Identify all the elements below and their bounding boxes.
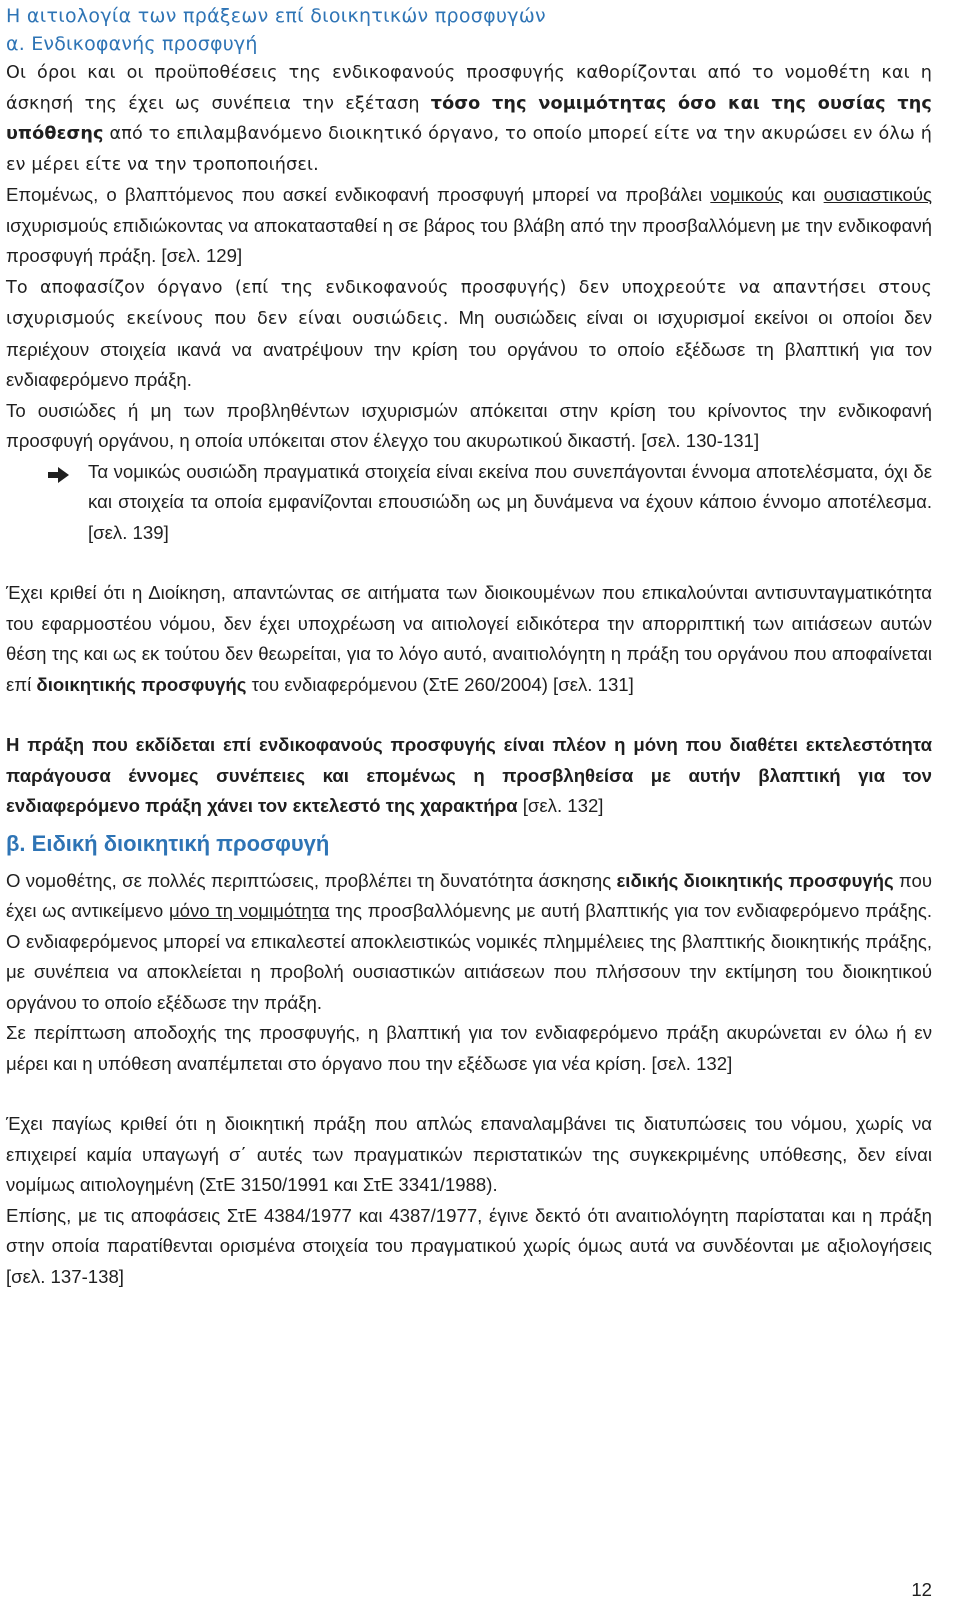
bold-run: Η πράξη που εκδίδεται επί ενδικοφανούς προσφυγής είναι πλέον η μόνη που διαθέτει εκτελεστότητα παράγουσα έννομες συνέπειες και επομένως η προσβληθείσα με αυτήν βλαπτική για τον ενδιαφερόμενο πράξη χάνει τον εκτελεστό της χαρακτήρα (6, 734, 932, 816)
section-b-paragraph-4: Επίσης, με τις αποφάσεις ΣτΕ 4384/1977 και 4387/1977, έγινε δεκτό ότι αναιτιολόγητη παρίσταται και η πράξη στην οποία παρατίθενται ορισμένα στοιχεία του πραγματικού χωρίς όμως αυτά να συνδέονται με αξιολογήσεις [σελ. 137-138] (6, 1204, 932, 1287)
bold-run: διοικητικής προσφυγής (36, 673, 247, 695)
page-title: Η αιτιολογία των πράξεων επί διοικητικών προσφυγών (6, 5, 546, 27)
text-run: που έχει ως αντικείμενο (6, 869, 932, 921)
text-run: Έχει κριθεί ότι η Διοίκηση, απαντώντας σε αιτήματα των διοικουμένων που επικαλούνται αντισυνταγματικότητα του εφαρμοστέου νόμου, δεν έχει υποχρέωση να αιτιολογεί ειδικότερα την απορριπτική των αιτιάσεων αυτών θέση της και ως εκ τούτου δεν θεωρείται, για το λόγο αυτό, αναιτιολόγητη η πράξη του οργάνου που αποφαίνεται επί (6, 582, 932, 695)
section-a-paragraph-5 (6, 578, 932, 700)
underlined-run: μόνο τη νομιμότητα (168, 900, 330, 921)
text-run: Οι όροι και οι προϋποθέσεις της ενδικοφανούς προσφυγής καθορίζονται από το νομοθέτη και η άσκησή της έχει ως συνέπεια την εξέταση (6, 63, 932, 114)
section-a-paragraph-3 (6, 272, 932, 396)
arrow-right-icon (48, 457, 88, 494)
spacer (6, 822, 932, 830)
text-run: από το επιλαμβανόμενο διοικητικό όργανο, το οποίο μπορεί είτε να την ακυρώσει εν όλω ή εν μέρει είτε να την τροποποιήσει. (6, 124, 932, 175)
spacer (6, 858, 932, 866)
section-a-paragraph-6 (6, 730, 932, 822)
page-number: 12 (911, 1579, 932, 1600)
bold-run: τόσο της νομιμότητας όσο και της ουσίας της υπόθεσης (6, 93, 932, 144)
arrow-list-item (6, 457, 932, 549)
spacer (6, 548, 932, 578)
section-b-paragraph-2: Σε περίπτωση αποδοχής της προσφυγής, η βλαπτική για τον ενδιαφερόμενο πράξη ακυρώνεται εν όλω ή εν μέρει και η υπόθεση αναπέμπεται στο όργανο που την εξέδωσε για νέα κρίση. [σελ. 132] (6, 1022, 932, 1074)
section-b-paragraph-3: Έχει παγίως κριθεί ότι η διοικητική πράξη που απλώς επαναλαμβάνει τις διατυπώσεις του νόμου, χωρίς να επιχειρεί καμία υπαγωγή σ΄ αυτές των πραγματικών περιστατικών της συγκεκριμένης υπόθεσης, δεν είναι νομίμως αιτιολογημένη (ΣτΕ 3150/1991 και ΣτΕ 3341/1988). (6, 1113, 932, 1195)
section-a-heading: α. Ενδικοφανής προσφυγή (6, 33, 258, 55)
text-run: Ο νομοθέτης, σε πολλές περιπτώσεις, προβλέπει τη δυνατότητα άσκησης (6, 869, 617, 891)
section-b-heading: β. Ειδική διοικητική προσφυγή (6, 830, 330, 856)
section-a-paragraph-1 (6, 58, 932, 180)
underlined-run: νομικούς (710, 184, 784, 205)
text-run: Επομένως, ο βλαπτόμενος που ασκεί ενδικοφανή προσφυγή μπορεί να προβάλει (6, 184, 711, 205)
text-run: Μη ουσιώδεις είναι οι ισχυρισμοί εκείνοι οι οποίοι δεν περιέχουν στοιχεία ικανά να ανατρέψουν την κρίση του οργάνου το οποίο εξέδωσε τη βλαπτική για τον ενδιαφερόμενο πράξη. (6, 307, 932, 390)
text-run: και (783, 184, 824, 205)
bold-run: ειδικής διοικητικής προσφυγής (616, 869, 894, 891)
section-a-paragraph-4: Το ουσιώδες ή μη των προβληθέντων ισχυρισμών απόκειται στην κρίση του κρίνοντος την ενδικοφανή προσφυγή οργάνου, η οποία υπόκειται στον έλεγχο του ακυρωτικού δικαστή. [σελ. 130-131] (6, 399, 932, 451)
text-run: [σελ. 132] (517, 795, 604, 816)
spacer (6, 700, 932, 730)
spacer (6, 1079, 932, 1109)
text-run: ισχυρισμούς επιδιώκοντας να αποκατασταθεί η σε βάρος του βλάβη από την προσβαλλόμενη με την ενδικοφανή προσφυγή πράξη. [σελ. 129] (6, 214, 932, 266)
text-run: Το αποφασίζον όργανο (επί της ενδικοφανούς προσφυγής) δεν υποχρεούτε να απαντήσει στους ισχυρισμούς εκείνους που δεν είναι ουσιώδεις. (6, 277, 932, 329)
arrow-item-text: Τα νομικώς ουσιώδη πραγματικά στοιχεία είναι εκείνα που συνεπάγονται έννομα αποτελέσματα, όχι δε και στοιχεία τα οποία εμφανίζονται επουσιώδη ως μη δυνάμενα να έχουν κάποιο έννομο αποτέλεσμα. [σελ. 139] (88, 460, 932, 543)
text-run: του ενδιαφερόμενου (ΣτΕ 260/2004) [σελ. 131] (246, 673, 634, 695)
section-b-paragraph-1 (6, 866, 932, 1019)
underlined-run: ουσιαστικούς (823, 184, 932, 205)
text-run: της προσβαλλόμενης με αυτή βλαπτικής για τον ενδιαφερόμενο πράξης. Ο ενδιαφερόμενος μπορεί να επικαλεστεί αποκλειστικώς νομικές πλημμέλειες της βλαπτικής διοικητικής πράξης, με συνέπεια να αποκλείεται η προβολή ουσιαστικών αιτιάσεων που πλήσσουν την εκτίμηση του διοικητικού οργάνου το οποίο εξέδωσε την πράξη. (6, 900, 933, 1013)
section-a-paragraph-2 (6, 180, 932, 272)
